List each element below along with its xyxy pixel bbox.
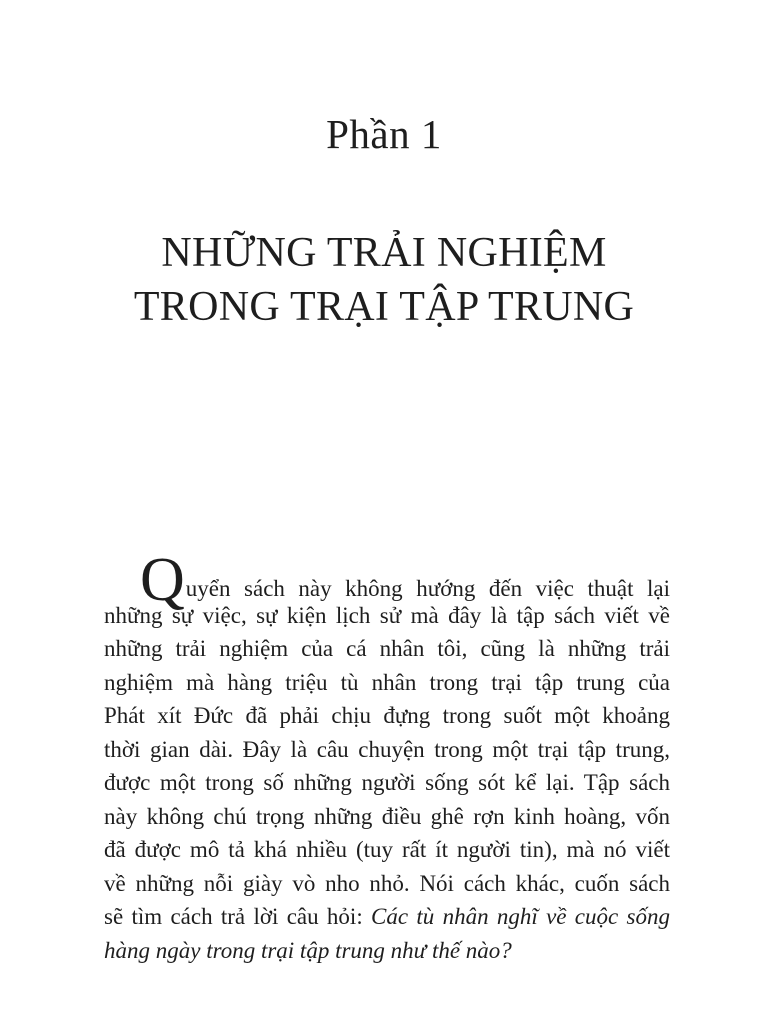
paragraph-line-9: đã được mô tả khá nhiều (tuy rất ít người tin), mà nó viết — [104, 837, 670, 862]
part-title: Phần 1 — [326, 111, 442, 157]
italic-question-part-1: Các tù nhân nghĩ về cuộc sống — [371, 904, 670, 929]
paragraph-line-2: những sự việc, sự kiện lịch sử mà đây là tập sách viết về — [104, 602, 670, 628]
paragraph-line-10: về những nỗi giày vò nho nhỏ. Nói cách khác, cuốn sách — [104, 870, 670, 896]
paragraph-line-5: Phát xít Đức đã phải chịu đựng trong suốt một khoảng — [104, 703, 670, 728]
paragraph-line-8: này không chú trọng những điều ghê rợn kinh hoàng, vốn — [104, 803, 670, 829]
drop-cap: Q — [140, 546, 185, 614]
paragraph-line-1-text: uyển sách này không hướng đến việc thuật lại — [185, 576, 670, 601]
paragraph-line-7: được một trong số những người sống sót kể lại. Tập sách — [104, 770, 670, 795]
paragraph-line-11-text: sẽ tìm cách trả lời câu hỏi: — [104, 904, 372, 929]
paragraph-line-11 — [104, 900, 670, 934]
chapter-title-line-2: TRONG TRẠI TẬP TRUNG — [133, 284, 635, 330]
paragraph-line-1 — [104, 546, 670, 614]
paragraph-line-3: những trải nghiệm của cá nhân tôi, cũng là những trải — [104, 636, 670, 661]
italic-question-part-2: hàng ngày trong trại tập trung như thế nào? — [104, 937, 512, 963]
paragraph-line-6: thời gian dài. Đây là câu chuyện trong một trại tập trung, — [104, 736, 670, 762]
paragraph-line-4: nghiệm mà hàng triệu tù nhân trong trại tập trung của — [104, 669, 670, 695]
chapter-title-line-1: NHỮNG TRẢI NGHIỆM — [161, 230, 607, 276]
chapter-title — [0, 226, 768, 334]
intro-paragraph — [104, 546, 670, 967]
